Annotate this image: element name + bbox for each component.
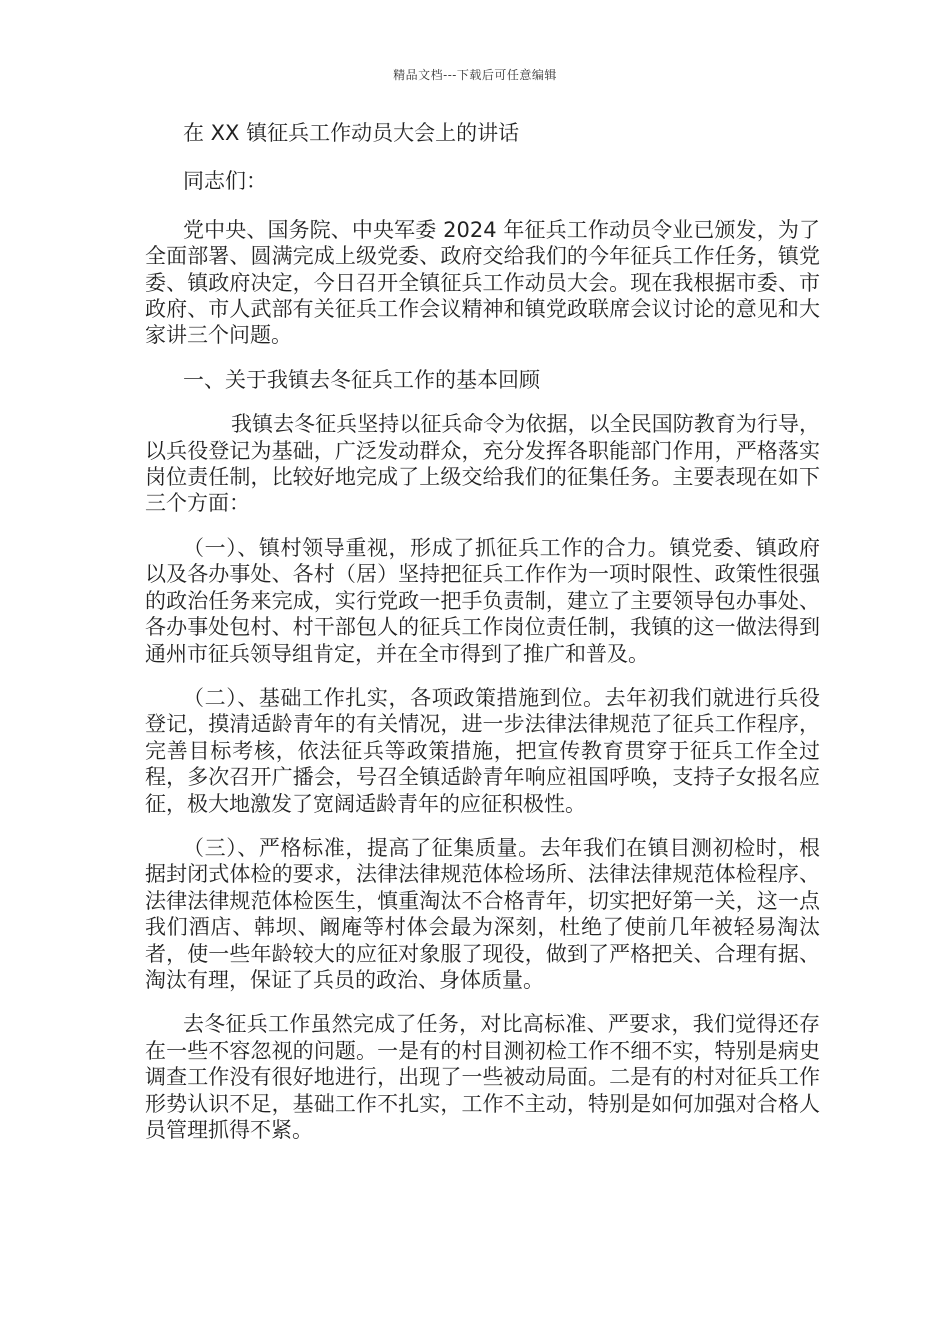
paragraph-point-1: （一）、镇村领导重视，形成了抓征兵工作的合力。镇党委、镇政府以及各办事处、各村（居）坚持把征兵工作作为一项时限性、政策性很强的政治任务来完成，实行党政一把手负责制，建立了主要领导包办事处、各办事处包村、村干部包人的征兵工作岗位责任制，我镇的这一做法得到通州市征兵领导组肯定，并在全市得到了推广和普及。 xyxy=(145,535,820,666)
salutation: 同志们： xyxy=(183,169,267,194)
speech-title: 在 XX 镇征兵工作动员大会上的讲话 xyxy=(183,121,520,145)
section-heading-1: 一、关于我镇去冬征兵工作的基本回顾 xyxy=(183,367,540,392)
page-header: 精品文档---下载后可任意编辑 xyxy=(393,68,557,82)
paragraph-review-summary: 我镇去冬征兵坚持以征兵命令为依据，以全民国防教育为行导，以兵役登记为基础，广泛发动群众，充分发挥各职能部门作用，严格落实岗位责任制，比较好地完成了上级交给我们的征集任务。主要表现在如下三个方面： xyxy=(145,412,820,516)
paragraph-point-2: （二）、基础工作扎实，各项政策措施到位。去年初我们就进行兵役登记，摸清适龄青年的有关情况，进一步法律法律规范了征兵工作程序，完善目标考核，依法征兵等政策措施，把宣传教育贯穿于征兵工作全过程，多次召开广播会，号召全镇适龄青年响应祖国呼唤，支持子女报名应征，极大地激发了宽阔适龄青年的应征积极性。 xyxy=(145,685,820,816)
document-body xyxy=(145,120,820,1161)
paragraph-problems: 去冬征兵工作虽然完成了任务，对比高标准、严要求，我们觉得还存在一些不容忽视的问题。一是有的村目测初检工作不细不实，特别是病史调查工作没有很好地进行，出现了一些被动局面。二是有的村对征兵工作形势认识不足，基础工作不扎实，工作不主动，特别是如何加强对合格人员管理抓得不紧。 xyxy=(145,1012,820,1142)
paragraph-point-3: （三）、严格标准，提高了征集质量。去年我们在镇目测初检时，根据封闭式体检的要求，法律法律规范体检场所、法律法律规范体检程序、法律法律规范体检医生，慎重淘汰不合格青年，切实把好第一关，这一点我们酒店、韩坝、阚庵等村体会最为深刻，杜绝了使前几年被轻易淘汰者，使一些年龄较大的应征对象服了现役，做到了严格把关、合理有据、淘汰有理，保证了兵员的政治、身体质量。 xyxy=(145,835,820,992)
paragraph-intro: 党中央、国务院、中央军委 2024 年征兵工作动员令业已颁发，为了全面部署、圆满完成上级党委、政府交给我们的今年征兵工作任务，镇党委、镇政府决定，今日召开全镇征兵工作动员大会。现在我根据市委、市政府、市人武部有关征兵工作会议精神和镇党政联席会议讨论的意见和大家讲三个问题。 xyxy=(145,217,820,348)
